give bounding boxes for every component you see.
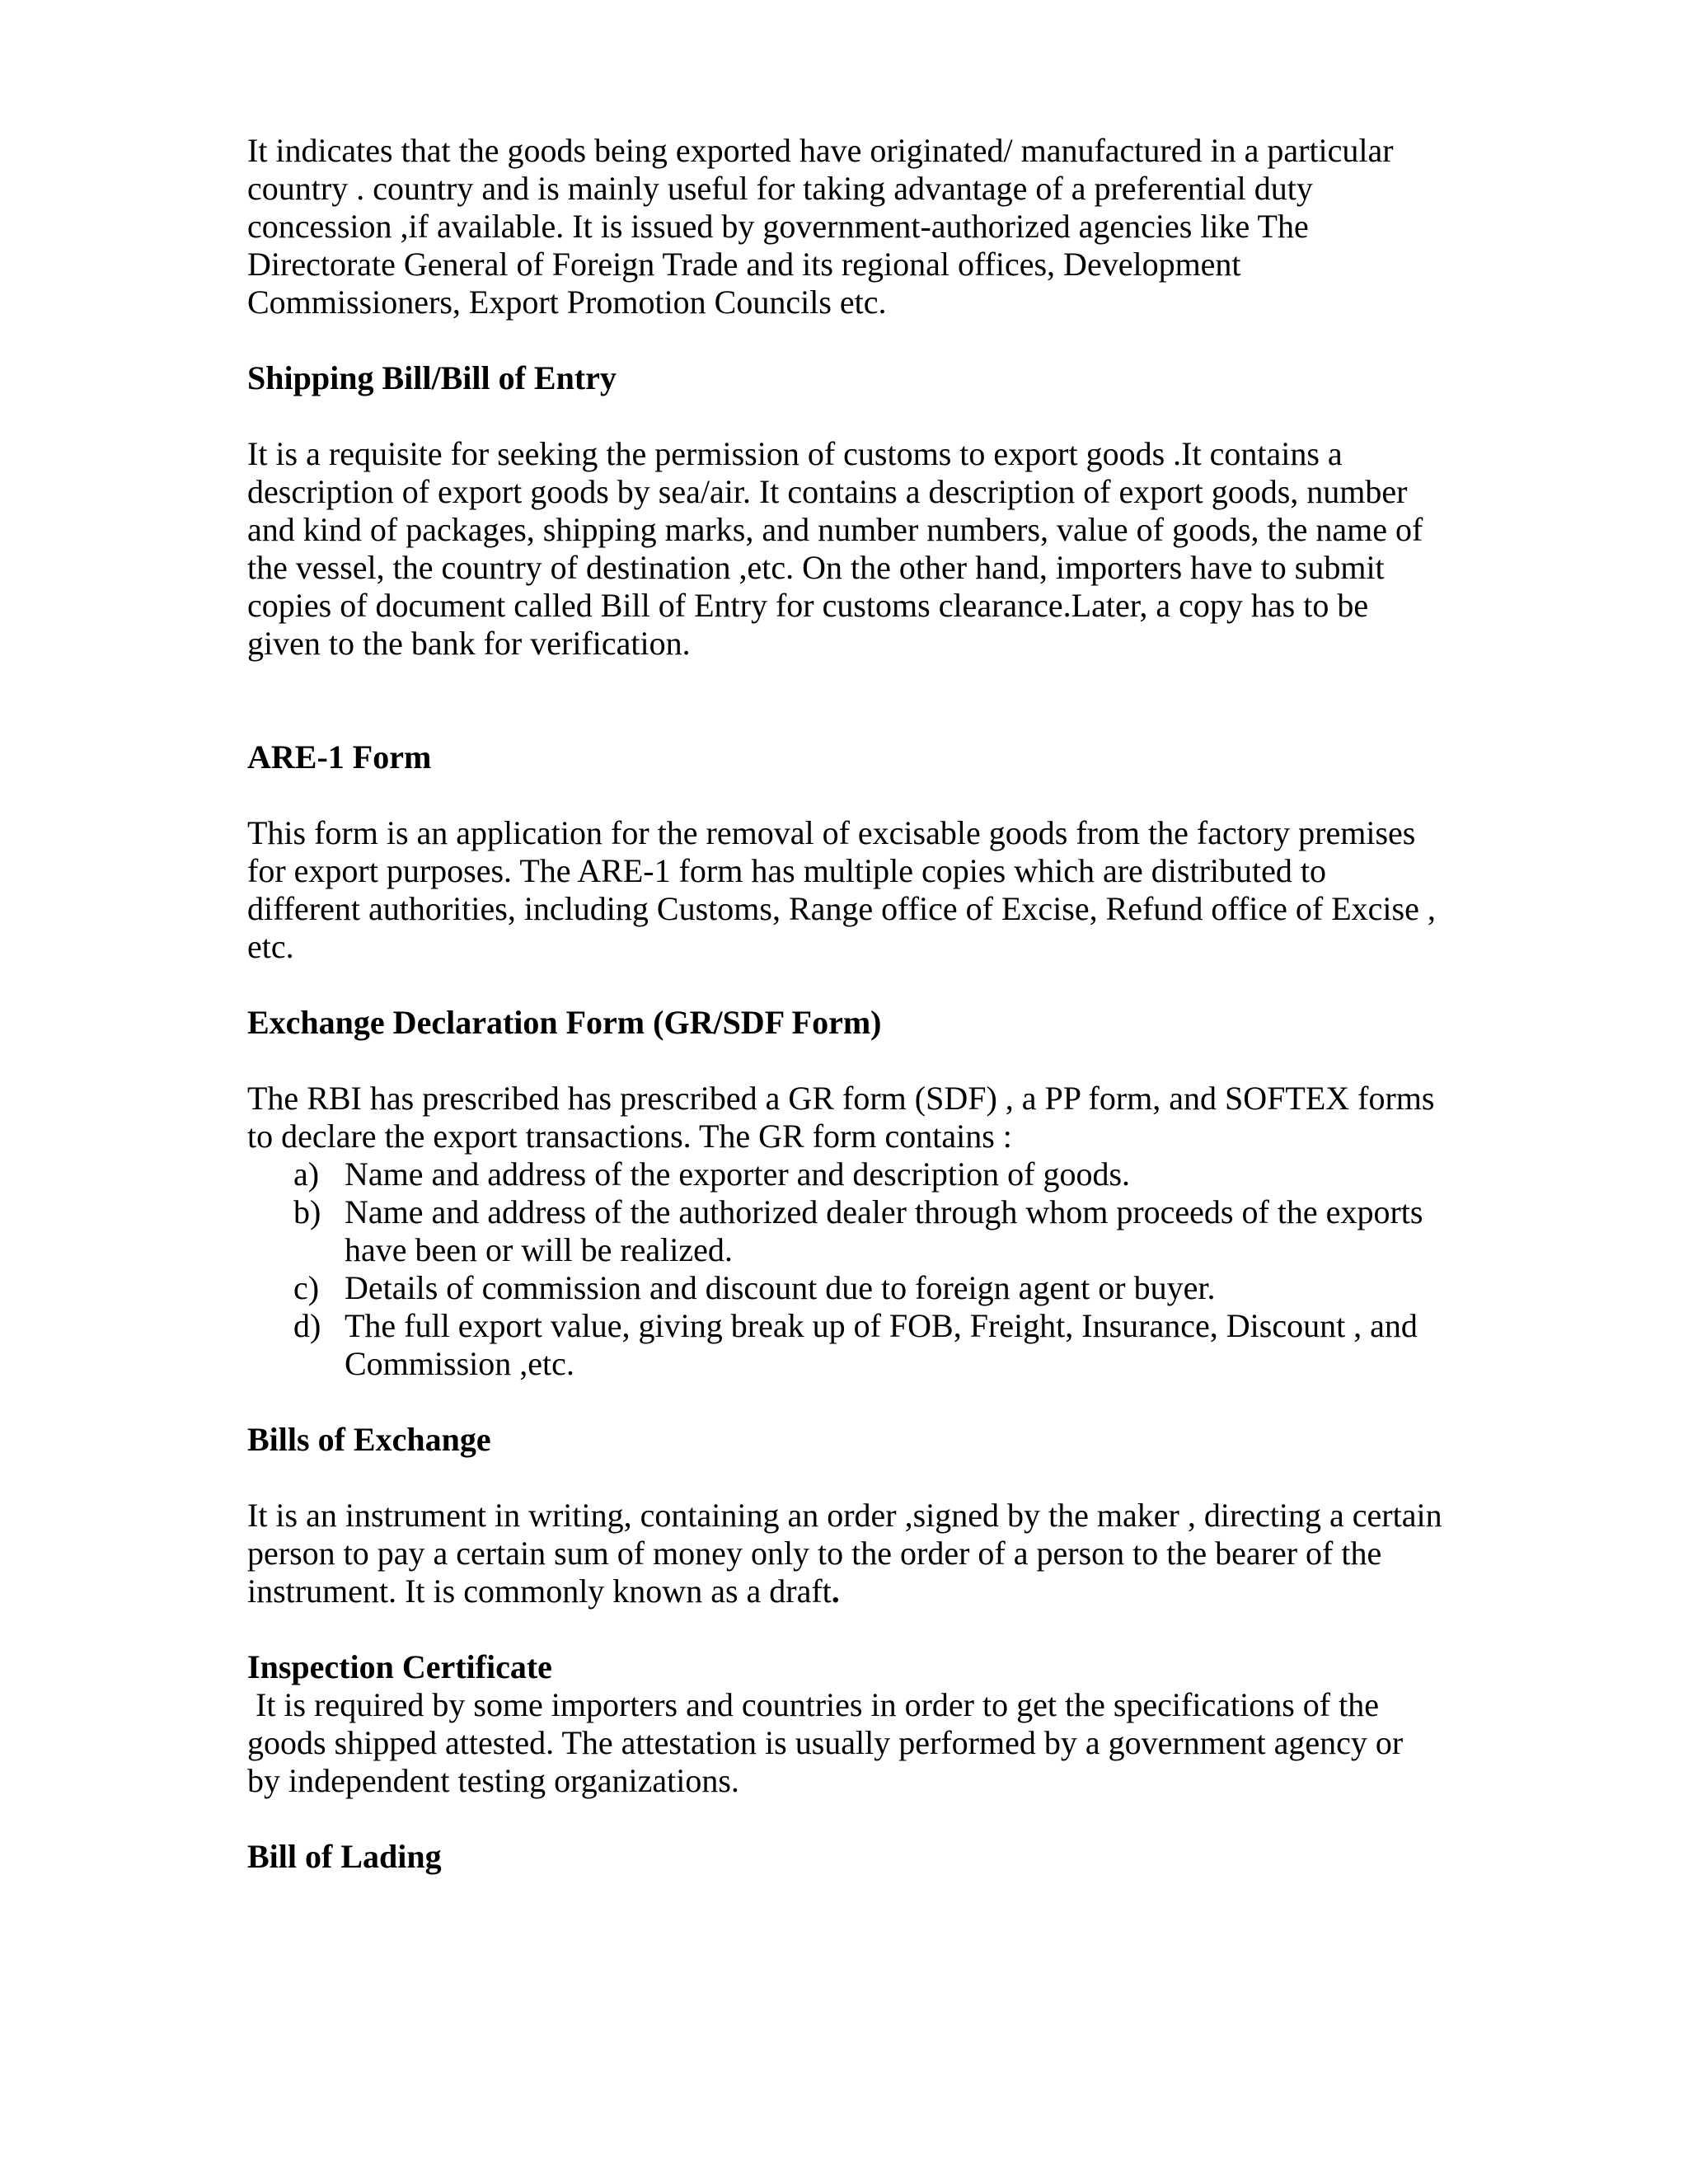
spacer	[247, 1042, 1442, 1080]
section-heading-bill-of-lading: Bill of Lading	[247, 1838, 442, 1875]
list-item-text: Details of commission and discount due to foreign agent or buyer.	[345, 1269, 1216, 1306]
list-item-marker: b)	[293, 1193, 321, 1230]
bills-of-exchange-text: It is an instrument in writing, containing an order ,signed by the maker , directing a certain person to pay a certain sum of money only to the order of a person to the bearer of the instrument. It is commonly known as a draft	[247, 1497, 1442, 1610]
spacer	[247, 397, 1442, 435]
list-item-text: Name and address of the authorized dealer through whom proceeds of the exports have been or will be realized.	[345, 1193, 1423, 1268]
section-body-exchange-declaration: The RBI has prescribed has prescribed a GR form (SDF) , a PP form, and SOFTEX forms to declare the export transactions. The GR form contains :	[247, 1080, 1435, 1155]
section-heading-inspection-certificate: Inspection Certificate	[247, 1648, 552, 1685]
spacer	[247, 1459, 1442, 1497]
section-body-are1-form: This form is an application for the removal of excisable goods from the factory premises for export purposes. The ARE-1 form has multiple copies which are distributed to different authorities, including Customs, Range office of Excise, Refund office of Excise , etc.	[247, 814, 1436, 965]
bills-of-exchange-period: .	[831, 1572, 840, 1610]
section-heading-bills-of-exchange: Bills of Exchange	[247, 1421, 491, 1458]
spacer	[247, 1800, 1442, 1838]
section-body-bills-of-exchange	[247, 1497, 1442, 1610]
list-item-text: Name and address of the exporter and description of goods.	[345, 1155, 1131, 1193]
gr-form-contents-list	[247, 1155, 1442, 1383]
spacer	[247, 1383, 1442, 1421]
section-heading-exchange-declaration: Exchange Declaration Form (GR/SDF Form)	[247, 1004, 882, 1041]
intro-paragraph: It indicates that the goods being exported have originated/ manufactured in a particular country . country and is mainly useful for taking advantage of a preferential duty concession ,if available. It is issued by government-authorized agencies like The Directorate General of Foreign Trade and its regional offices, Development Commissioners, Export Promotion Councils etc.	[247, 132, 1394, 321]
section-body-inspection-certificate: It is required by some importers and countries in order to get the specifications of the goods shipped attested. The attestation is usually performed by a government agency or by independent testing organizations.	[247, 1686, 1412, 1799]
list-item-marker: a)	[293, 1155, 320, 1193]
list-item-marker: d)	[293, 1307, 321, 1344]
spacer	[247, 776, 1442, 814]
spacer	[247, 966, 1442, 1004]
list-item-text: The full export value, giving break up of FOB, Freight, Insurance, Discount , and Commission ,etc.	[345, 1307, 1418, 1382]
section-heading-are1-form: ARE-1 Form	[247, 738, 432, 776]
spacer	[247, 663, 1442, 738]
list-item	[247, 1269, 1442, 1307]
list-item	[247, 1193, 1442, 1269]
list-item	[247, 1307, 1442, 1383]
spacer	[247, 321, 1442, 359]
document-body	[247, 132, 1442, 1876]
spacer	[247, 1610, 1442, 1648]
section-body-shipping-bill: It is a requisite for seeking the permission of customs to export goods .It contains a description of export goods by sea/air. It contains a description of export goods, number and kind of packages, shipping marks, and number numbers, value of goods, the name of the vessel, the country of destination ,etc. On the other hand, importers have to submit copies of document called Bill of Entry for customs clearance.Later, a copy has to be given to the bank for verification.	[247, 435, 1423, 662]
section-heading-shipping-bill: Shipping Bill/Bill of Entry	[247, 359, 617, 396]
list-item-marker: c)	[293, 1269, 320, 1306]
list-item	[247, 1155, 1442, 1193]
